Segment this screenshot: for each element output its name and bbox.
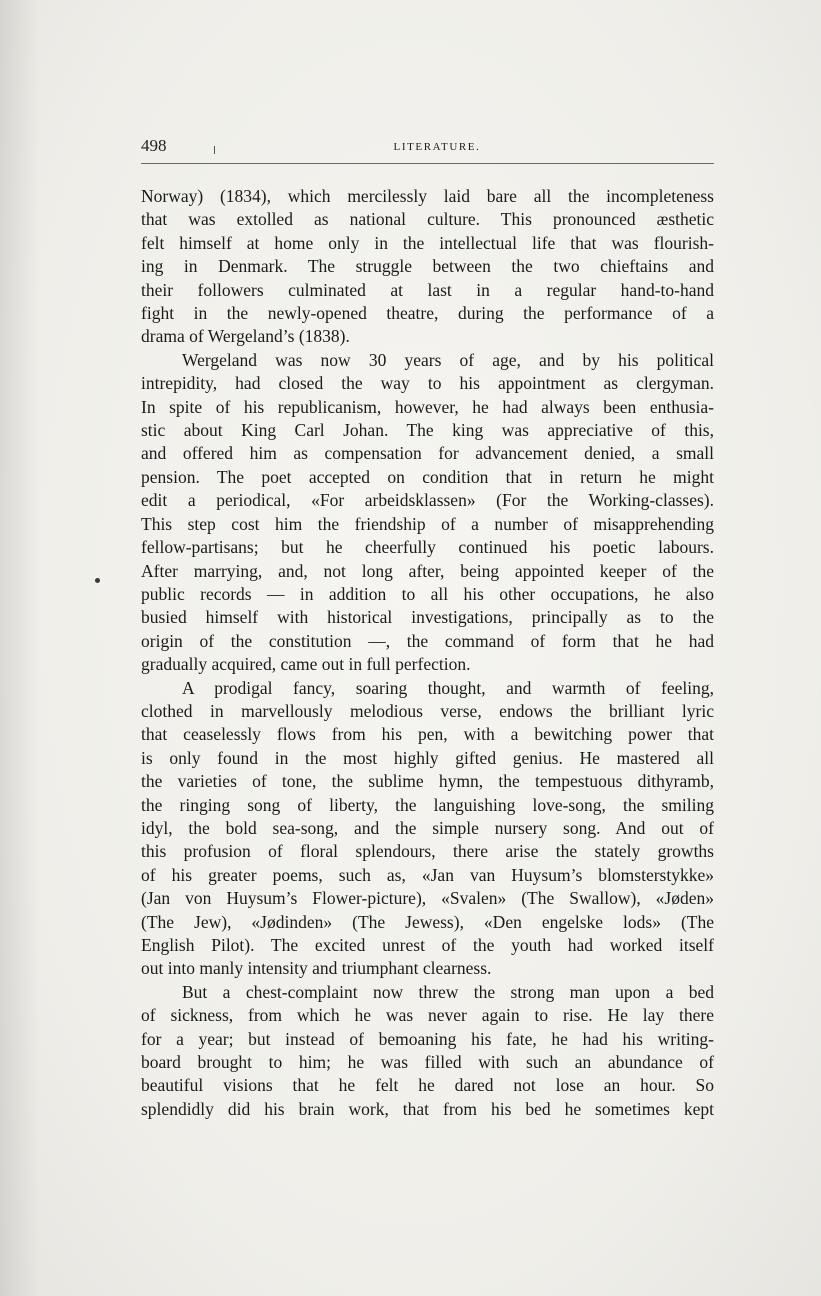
- text-line: of sickness, from which he was never again to rise. He lay there: [141, 1005, 714, 1026]
- text-line: board brought to him; he was filled with such an abundance of: [141, 1052, 714, 1073]
- text-line: gradually acquired, came out in full perfection.: [141, 654, 471, 675]
- text-line: This step cost him the friendship of a number of misapprehending: [141, 513, 714, 534]
- page-number: 498: [141, 136, 167, 155]
- text-line: pension. The poet accepted on condition that in return he might: [141, 466, 714, 487]
- text-line: ing in Denmark. The struggle between the two chieftains and: [141, 256, 714, 277]
- text-line: fellow-partisans; but he cheerfully continued his poetic labours.: [141, 537, 714, 558]
- text-line: After marrying, and, not long after, being appointed keeper of the: [141, 560, 714, 581]
- text-line: edit a periodical, «For arbeidsklassen» (For the Working-classes).: [141, 490, 714, 511]
- text-line: A prodigal fancy, soaring thought, and warmth of feeling,: [182, 677, 714, 698]
- text-line: is only found in the most highly gifted genius. He mastered all: [141, 747, 714, 768]
- text-line: and offered him as compensation for advancement denied, a small: [141, 443, 714, 464]
- text-line: public records — in addition to all his other occupations, he also: [141, 583, 714, 604]
- text-line: out into manly intensity and triumphant clearness.: [141, 958, 492, 979]
- text-line: of his greater poems, such as, «Jan van Huysum’s blomsterstykke»: [141, 864, 714, 885]
- page-header: [141, 134, 713, 158]
- text-line: their followers culminated at last in a regular hand-to-hand: [141, 279, 714, 300]
- text-line: drama of Wergeland’s (1838).: [141, 326, 350, 347]
- text-line: English Pilot). The excited unrest of the youth had worked itself: [141, 935, 714, 955]
- text-line: intrepidity, had closed the way to his appointment as clergyman.: [141, 373, 714, 394]
- text-line: Wergeland was now 30 years of age, and by his political: [182, 349, 714, 370]
- text-line: clothed in marvellously melodious verse, endows the brilliant lyric: [141, 700, 714, 721]
- text-line: fight in the newly-opened theatre, during the performance of a: [141, 303, 714, 324]
- text-line: this profusion of floral splendours, there arise the stately growths: [141, 841, 714, 862]
- text-line: that ceaselessly flows from his pen, with a bewitching power that: [141, 724, 714, 745]
- running-title: LITERATURE.: [393, 141, 481, 153]
- text-line: the varieties of tone, the sublime hymn, the tempestuous dithyramb,: [141, 771, 714, 792]
- text-line: that was extolled as national culture. This pronounced æsthetic: [141, 209, 714, 230]
- text-line: felt himself at home only in the intellectual life that was flourish-: [141, 232, 714, 253]
- header-rule: [141, 163, 714, 164]
- body-text: [141, 185, 714, 1121]
- text-line: In spite of his republicanism, however, he had always been enthusia-: [141, 396, 714, 417]
- text-line: splendidly did his brain work, that from his bed he sometimes kept: [141, 1098, 714, 1119]
- text-line: busied himself with historical investigations, principally as to the: [141, 607, 714, 628]
- ink-speck: [95, 578, 100, 583]
- text-line: stic about King Carl Johan. The king was appreciative of this,: [141, 420, 714, 441]
- text-line: Norway) (1834), which mercilessly laid bare all the incompleteness: [141, 186, 714, 206]
- text-line: (Jan von Huysum’s Flower-picture), «Svalen» (The Swallow), «Jøden»: [141, 888, 714, 909]
- text-line: for a year; but instead of bemoaning his fate, he had his writing-: [141, 1028, 714, 1049]
- text-line: the ringing song of liberty, the languishing love-song, the smiling: [141, 794, 714, 815]
- text-line: (The Jew), «Jødinden» (The Jewess), «Den engelske lods» (The: [141, 911, 714, 932]
- text-line: origin of the constitution —, the command of form that he had: [141, 630, 714, 651]
- text-line: beautiful visions that he felt he dared not lose an hour. So: [141, 1075, 714, 1096]
- text-line: idyl, the bold sea-song, and the simple nursery song. And out of: [141, 817, 714, 838]
- text-line: But a chest-complaint now threw the strong man upon a bed: [182, 981, 714, 1002]
- binding-shadow: [0, 0, 40, 1296]
